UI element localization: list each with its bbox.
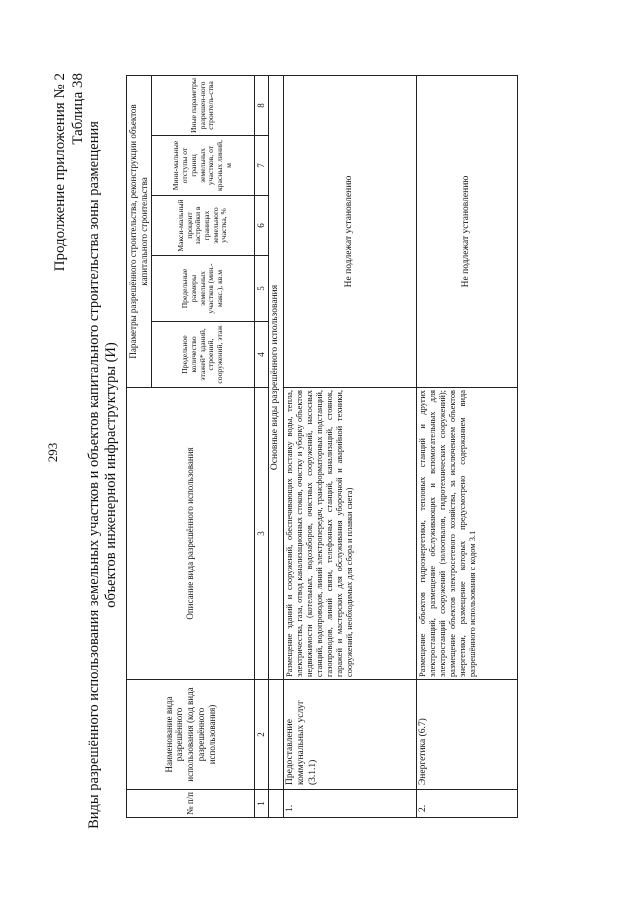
appendix-continuation: Продолжение приложения № 2 (52, 73, 68, 272)
use-description: Размещение зданий и сооружений, обеспечивающих поставку воды, тепла, электричества, газа, отвод канализационных стоков, очистку и уборку объектов недвижимости (котельных, водозаборов, очистных сооружений, насосных станций, водопроводов, линий электропередач, трансформаторных подстанций, газопроводов, линий связи, телефонных станций, канализаций, стоянок, гаражей и мастерских для обслуживания уборочной и аварийной техники, сооружений, необходимых для сбора и плавки снега) (283, 388, 416, 680)
document-title (86, 115, 119, 835)
header-no: № п/п (127, 790, 255, 818)
use-name: Предоставление коммунальных услуг (3.1.1) (283, 680, 416, 790)
title-line-1: Виды разрешённого использования земельных участков и объектов капитального строительства зоны размещения (86, 121, 102, 829)
param-coverage: Макси-мальный процент застройки в границах земельного участка, % (152, 196, 255, 256)
column-number-row (255, 75, 269, 817)
header-description: Описание вида разрешённого использования (127, 388, 255, 680)
header-params: Параметры разрешённого строительства, реконструкции объектов капитального строительства (127, 75, 152, 387)
param-other: Иные параметры разрешен-ного строитель-ства (152, 75, 255, 135)
column-number: 6 (255, 196, 269, 256)
column-number: 4 (255, 322, 269, 388)
header-name: Наименование вида разрешённого использования (код вида разрешённого использования) (127, 680, 255, 790)
param-setbacks: Мини-мальные отступы от границ земельных участков, от красных линий, м (152, 136, 255, 196)
table-label: Таблица 38 (70, 73, 86, 145)
param-floors: Предельное количество этажей* зданий, строений, сооружений, этаж (152, 322, 255, 388)
param-plot-size: Предельные размеры земельных участков (мин.- макс.), кв.м (152, 256, 255, 322)
page-number: 293 (45, 442, 60, 463)
params-value: Не подлежат установлению (416, 75, 517, 387)
table-row (416, 75, 517, 817)
column-number: 5 (255, 256, 269, 322)
column-number: 8 (255, 75, 269, 135)
use-name: Энергетика (6.7) (416, 680, 517, 790)
section-row (268, 75, 283, 817)
table-row (283, 75, 416, 817)
zoning-table (126, 75, 518, 818)
column-number: 2 (255, 680, 269, 790)
section-heading: Основные виды разрешённого использования (268, 75, 283, 679)
title-line-2: объектов инженерной инфраструктуры (И) (102, 342, 119, 608)
use-description: Размещение объектов гидроэнергетики, тепловых станций и других электростанций, размещение обслуживающих и вспомогательных для электростанций сооружений (золоотвалов, гидротехнических сооружений); размещение объектов электросетевого хозяйства, за исключением объектов энергетики, размещение которых предусмотрено содержанием вида разрешённого использования с кодом 3.1 (416, 388, 517, 680)
column-number: 1 (255, 790, 269, 818)
row-number: 1. (283, 790, 416, 818)
column-number: 7 (255, 136, 269, 196)
table-header-row (127, 75, 152, 817)
row-number: 2. (416, 790, 517, 818)
column-number: 3 (255, 388, 269, 680)
params-value: Не подлежат установлению (283, 75, 416, 387)
